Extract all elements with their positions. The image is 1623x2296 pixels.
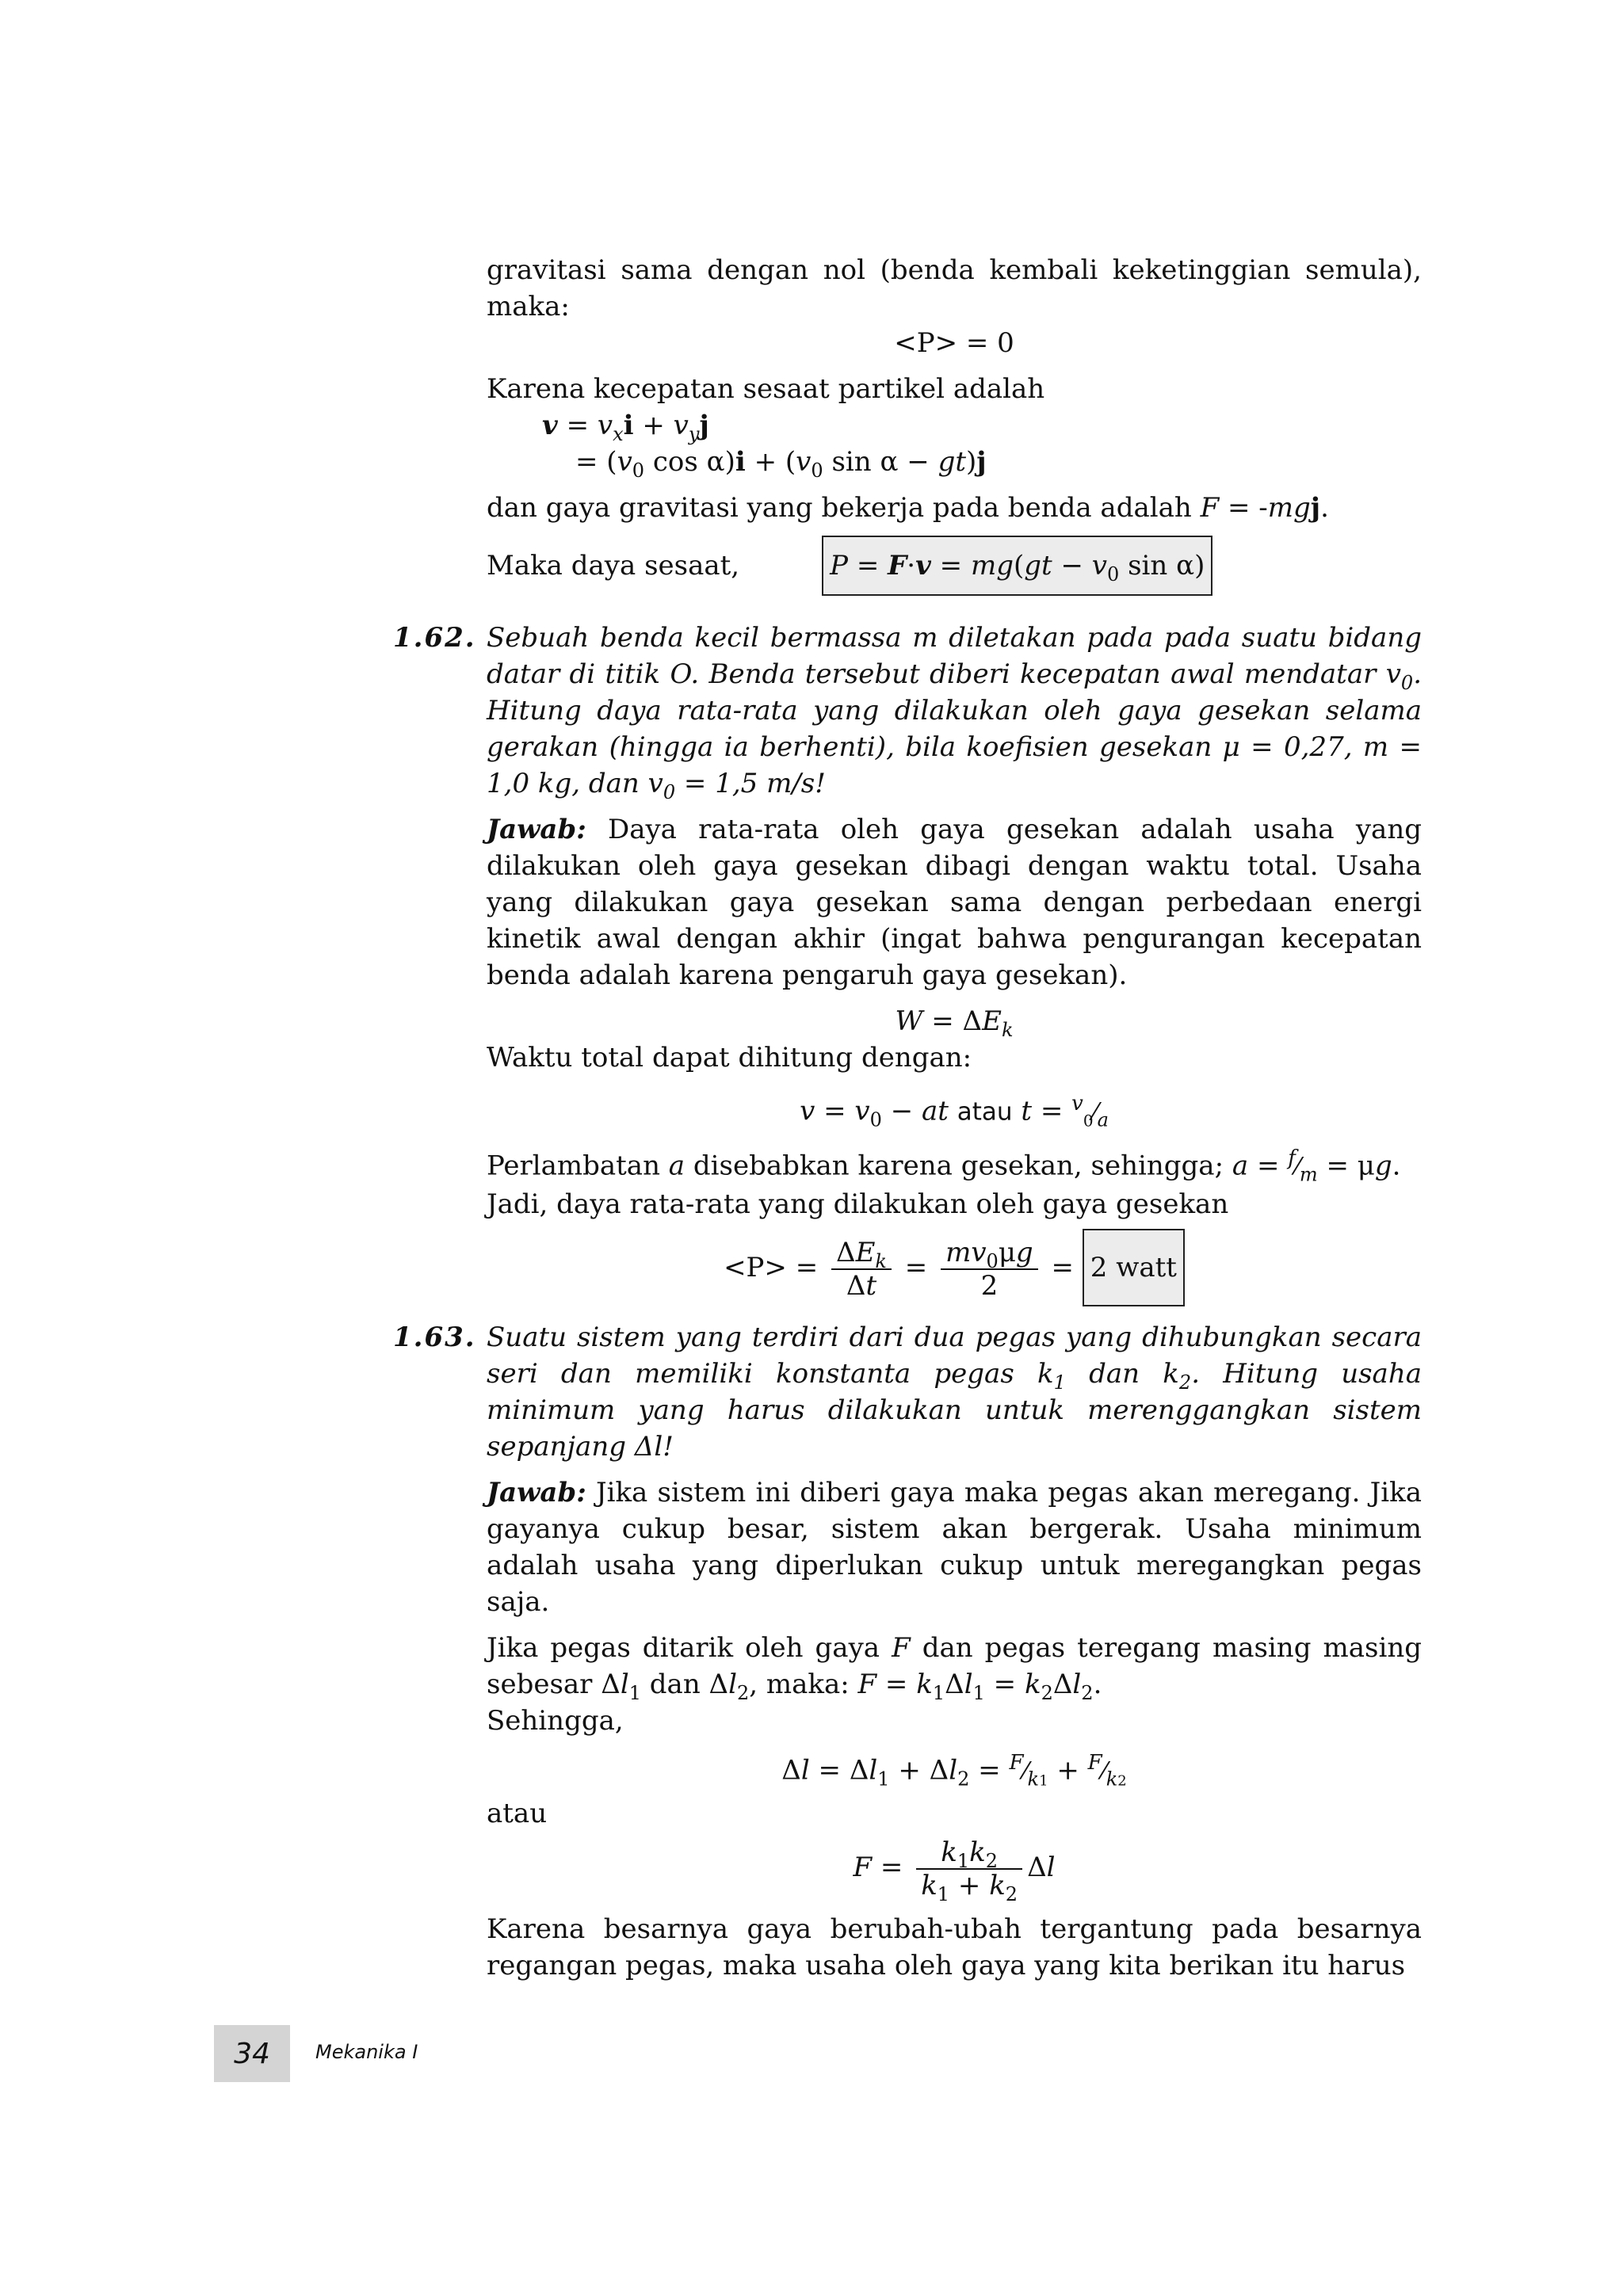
answer-paragraph	[487, 1474, 1422, 1620]
problem-text: Sebuah benda kecil bermassa m diletakan pada pada suatu bidang datar di titik O. Benda tersebut diberi kecepatan awal mendatar $v_0$. Hitung daya rata-rata yang dilakukan oleh gaya gesekan selama gerakan (hingga ia berhenti), bila koefisien gesekan μ = 0,27, m = 1,0 kg, dan $v_0 = 1,5$ m/s!	[487, 622, 1423, 803]
problem-text: Suatu sistem yang terdiri dari dua pegas yang dihubungkan secara seri dan memiliki konstanta pegas $k_1$ dan $k_2$. Hitung usaha minimum yang harus dilakukan untuk merenggangkan sistem sepanjang Δl!	[487, 1321, 1422, 1463]
problem-1-62	[393, 620, 1423, 803]
fraction: $\frac{mv_0\mu g}{2}$	[941, 1237, 1038, 1302]
paragraph: dan gaya gravitasi yang bekerja pada benda adalah F = -mgj.	[487, 492, 1329, 524]
result-box: 2 watt	[1083, 1229, 1185, 1306]
equation-work: $W = \Delta E_k$	[895, 1005, 1014, 1041]
answer-label: Jawab:	[487, 1476, 586, 1508]
page-number: 34	[214, 2025, 290, 2082]
page-body	[393, 252, 1423, 1984]
equation-velocity-expanded: = ($v_0$ $\cos \alpha)i + (v_0$ sin α − gt)j	[575, 446, 987, 482]
text: Jika sistem ini diberi gaya maka pegas akan meregang. Jika gayanya cukup besar, sistem akan bergerak. Usaha minimum adalah usaha yang diperlukan cukup untuk meregangkan pegas saja.	[487, 1476, 1422, 1618]
paragraph: Karena kecepatan sesaat partikel adalah	[487, 373, 1045, 405]
paragraph: Jadi, daya rata-rata yang dilakukan oleh gaya gesekan	[487, 1188, 1229, 1220]
equation-force: F = $\frac{k_1k_2}{k_1 + k_2}$ Δl	[853, 1836, 1056, 1905]
text: Maka daya sesaat,	[487, 550, 740, 582]
text: = 1,5 m/s!	[683, 768, 826, 799]
text: atau	[957, 1097, 1013, 1127]
paragraph: Perlambatan a disebabkan karena gesekan, sehingga; $a = ^f⁄_m = \mu g$.	[487, 1146, 1401, 1186]
text: Hitung usaha minimum yang harus dilakukan untuk merenggangkan sistem sepanjang	[487, 1357, 1422, 1463]
text: dan	[649, 1668, 701, 1700]
text: Perlambatan	[487, 1150, 660, 1182]
paragraph: atau	[487, 1797, 548, 1829]
text: dan pegas teregang masing masing sebesar	[487, 1631, 1422, 1700]
text: Sebuah benda kecil bermassa m diletakan pada pada suatu bidang datar di titik O. Benda tersebut diberi kecepatan awal mendatar	[487, 622, 1422, 690]
equation-p-zero: <P> = 0	[894, 327, 1014, 359]
equation-time: $v = v_0$ − at atau $t = ^v_0⁄_a$	[800, 1092, 1109, 1131]
text: , maka:	[749, 1668, 850, 1700]
boxed-equation: $P = F\cdot v = mg(gt - v_0$ sin α)	[822, 536, 1212, 596]
text: disebabkan karena gesekan, sehingga;	[693, 1150, 1224, 1182]
book-title: Mekanika I	[315, 2041, 418, 2063]
equation-average-power: <P> = $\frac{\Delta E_k}{\Delta t}$ = $\frac{mv_0\mu g}{2}$ = 2 watt	[487, 1229, 1422, 1306]
answer-label: Jawab:	[487, 814, 586, 845]
paragraph: Karena besarnya gaya berubah-ubah tergantung pada besarnya regangan pegas, maka usaha oleh gaya yang kita berikan itu harus	[487, 1913, 1422, 1981]
text: dan gaya gravitasi yang bekerja pada benda adalah	[487, 492, 1192, 524]
paragraph	[487, 536, 1422, 596]
equation-velocity: $v = v_xi + v_yj$	[542, 410, 709, 445]
text: Daya rata-rata oleh gaya gesekan adalah usaha yang dilakukan oleh gaya gesekan dibagi dengan waktu total. Usaha yang dilakukan gaya gesekan sama dengan perbedaan energi kinetik awal dengan akhir (ingat bahwa pengurangan kecepatan benda adalah karena pengaruh gaya gesekan).	[487, 814, 1422, 991]
problem-1-63	[393, 1319, 1422, 1465]
text: Suatu sistem yang terdiri dari dua pegas yang dihubungkan secara seri dan memiliki konstanta pegas	[487, 1321, 1422, 1390]
paragraph: Sehingga,	[487, 1704, 624, 1737]
text: Jika pegas ditarik oleh gaya	[487, 1631, 880, 1664]
paragraph: Jika pegas ditarik oleh gaya F dan pegas teregang masing masing sebesar $\Delta l_1$ dan $\Delta l_2$, maka: $F = k_1\Delta l_1 = k_2\Delta l_2$.	[487, 1631, 1422, 1704]
text: = 0,27, m = 1,0 kg, dan	[487, 731, 1423, 799]
problem-number: 1.62.	[393, 622, 476, 654]
problem-number: 1.63.	[393, 1321, 476, 1353]
text: Hitung daya rata-rata yang dilakukan oleh gaya gesekan selama gerakan (hingga ia berhenti), bila koefisien gesekan	[487, 695, 1422, 763]
equation-extension: $\Delta l = \Delta l_1 + \Delta l_2$ = $^F⁄_{k1}$ + $^F⁄_{k2}$	[781, 1750, 1127, 1790]
paragraph: gravitasi sama dengan nol (benda kembali keketinggian semula), maka:	[487, 254, 1422, 322]
answer-paragraph	[487, 811, 1422, 994]
fraction: $\frac{k_1k_2}{k_1 + k_2}$	[916, 1836, 1022, 1901]
paragraph: Waktu total dapat dihitung dengan:	[487, 1042, 972, 1074]
page-footer	[214, 2025, 927, 2082]
fraction: $\frac{\Delta E_k}{\Delta t}$	[831, 1237, 892, 1302]
